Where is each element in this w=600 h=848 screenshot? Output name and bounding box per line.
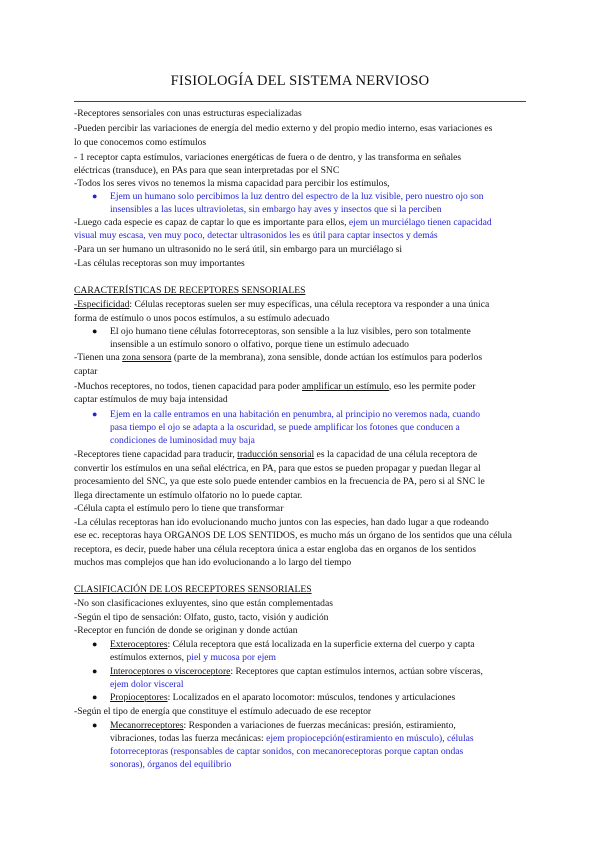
bullet-text: vibraciones, todas las fuerza mecánicas: ejem propiocepción(estiramiento en músculo), células [110, 733, 474, 744]
text-line: - 1 receptor capta estímulos, variaciones energéticas de fuera o de dentro, y las transforma en señales [74, 152, 462, 163]
example-line: Ejem un humano solo percibimos la luz dentro del espectro de la luz visible, pero nuestro ojo son [110, 191, 484, 202]
bullet-text: Mecanorreceptores: Responden a variaciones de fuerzas mecánicas: presión, estiramiento, [110, 720, 456, 731]
bullet-text: El ojo humano tiene células fotorreceptoras, son sensible a la luz visibles, pero son totalmente [110, 326, 471, 337]
text-line: -No son clasificaciones exluyentes, sino que están complementadas [74, 598, 333, 609]
example-line: Ejem en la calle entramos en una habitación en penumbra, al principio no veremos nada, cuando [110, 409, 481, 420]
text-line: ese ec. receptoras haya ORGANOS DE LOS SENTIDOS, es mucho más un órgano de los sentidos que una célula [74, 530, 512, 541]
text-line: -Muchos receptores, no todos, tienen capacidad para poder amplificar un estímulo, eso les permite poder [74, 381, 476, 392]
example-line: fotorreceptoras (responsables de captar sonidos, con mecanoreceptoras porque captan ondas [110, 746, 464, 757]
page-title: FISIOLOGÍA DEL SISTEMA NERVIOSO [170, 73, 430, 89]
text-line: llega directamente un estímulo olfatorio no lo puede captar. [74, 490, 303, 501]
bullet-icon: ● [92, 409, 98, 419]
text-line: -Receptor en función de donde se originan y donde actúan [74, 625, 298, 636]
text-line: -Especificidad: Células receptoras suelen ser muy específicas, una célula receptora va responder a una única [74, 299, 490, 310]
text-line: -Todos los seres vivos no tenemos la misma capacidad para percibir los estímulos, [74, 178, 390, 189]
bullet-text: Interoceptores o visceroceptore: Receptores que captan estímulos internos, actúan sobre vísceras, [110, 666, 483, 677]
text-line: receptora, es decir, puede haber una célula receptora única a estar engloba das en organos de los sentidos [74, 544, 476, 555]
text-line: -Para un ser humano un ultrasonido no le será útil, sin embargo para un murciélago si [74, 244, 403, 255]
text-line: -Las células receptoras son muy importantes [74, 258, 245, 269]
section-heading: CLASIFICACIÓN DE LOS RECEPTORES SENSORIALES [74, 584, 312, 595]
bullet-icon: ● [92, 720, 98, 730]
example-line: visual muy escasa, ven muy poco, detectar ultrasonidos les es útil para captar insectos y demás [74, 230, 438, 241]
text-line: captar estímulos de muy baja intensidad [74, 394, 228, 405]
text-line: -Tienen una zona sensora (parte de la membrana), zona sensible, donde actúan los estímulos para poderlos [74, 352, 483, 363]
bullet-text: estímulos externos, piel y mucosa por ejem [110, 652, 276, 663]
bullet-text: Propioceptores: Localizados en el aparato locomotor: músculos, tendones y articulaciones [110, 692, 456, 703]
bullet-icon: ● [92, 666, 98, 676]
text-line: captar [74, 366, 98, 377]
text-line: -Luego cada especie es capaz de captar lo que es importante para ellos, ejem un murciélago tienen capacidad [74, 217, 492, 228]
bullet-text: insensible a un estímulo sonoro o olfativo, porque tiene un estímulo adecuado [110, 339, 409, 350]
bullet-icon: ● [92, 692, 98, 702]
text-line: lo que conocemos como estímulos [74, 137, 207, 148]
text-line: -Receptores tiene capacidad para traducir, traducción sensorial es la capacidad de una célula receptora de [74, 449, 478, 460]
example-line: insensibles a las luces ultravioletas, sin embargo hay aves y insectos que si la perciben [110, 204, 442, 215]
text-line: -Según el tipo de sensación: Olfato, gusto, tacto, visión y audición [74, 612, 329, 623]
text-line: eléctricas (transduce), en PAs para que sean interpretadas por el SNC [74, 165, 340, 176]
example-line: pasa tiempo el ojo se adapta a la oscuridad, se puede amplificar los fotones que conducen a [110, 422, 460, 433]
text-line: muchos mas complejos que han ido evolucionando a lo largo del tiempo [74, 557, 352, 568]
bullet-text: Exteroceptores: Célula receptora que está localizada en la superficie externa del cuerpo y capta [110, 639, 475, 650]
text-line: -Pueden percibir las variaciones de energía del medio externo y del propio medio interno, esas variaciones es [74, 123, 493, 134]
text-line: forma de estímulo o unos pocos estímulos, a su estímulo adecuado [74, 313, 330, 324]
text-line: -Según el tipo de energía que constituye el estímulo adecuado de ese receptor [74, 706, 372, 717]
title-divider [74, 101, 526, 102]
bullet-icon: ● [92, 191, 98, 201]
bullet-icon: ● [92, 639, 98, 649]
text-line: -Célula capta el estímulo pero lo tiene que transformar [74, 503, 284, 514]
section-heading: CARACTERÍSTICAS DE RECEPTORES SENSORIALES [74, 285, 306, 296]
text-line: -Receptores sensoriales con unas estructuras especializadas [74, 108, 302, 119]
example-line: condiciones de luminosidad muy baja [110, 435, 255, 446]
text-line: procesamiento del SNC, ya que este solo puede entender cambios en la frecuencia de PA, pero si al SNC le [74, 476, 485, 487]
bullet-icon: ● [92, 326, 98, 336]
example-line: sonoras), órganos del equilibrio [110, 759, 232, 770]
text-line: -La células receptoras han ido evolucionando mucho juntos con las especies, han dado lugar a que rodeando [74, 517, 489, 528]
text-line: convertir los estímulos en una señal eléctrica, en PA, para que estos se pueden propagar y puedan llegar al [74, 463, 481, 474]
example-line: ejem dolor visceral [110, 679, 184, 690]
